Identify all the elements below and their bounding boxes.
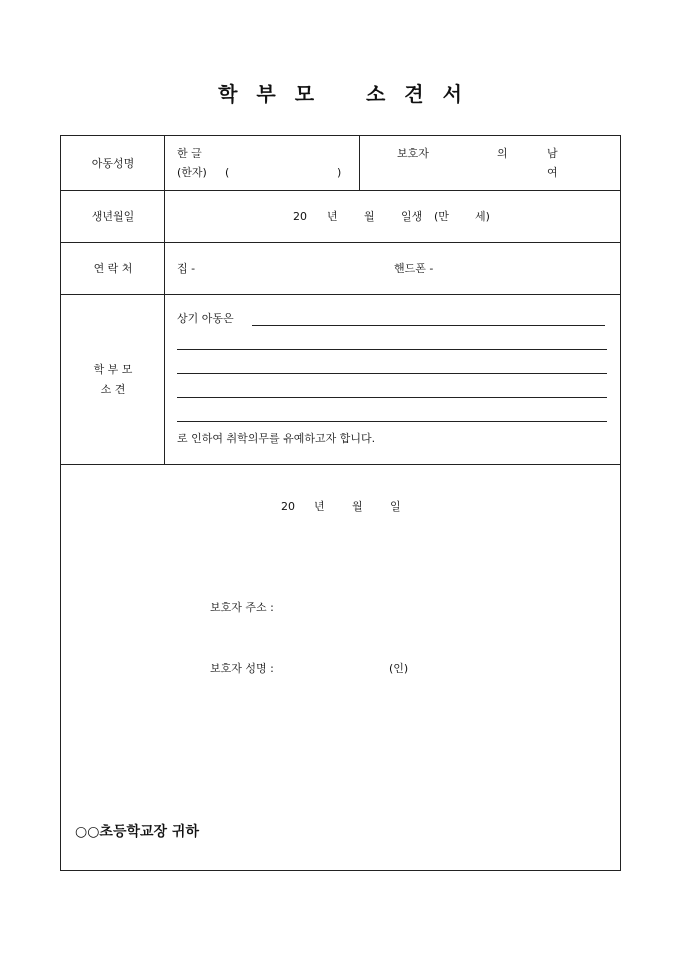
title-char: 학 [218,82,238,106]
gender-male-option[interactable]: 남 [547,147,558,160]
birth-year-unit: 년 [327,210,338,223]
title-char: 견 [404,82,424,106]
opinion-label-line2: 소 견 [100,383,126,396]
home-phone-field[interactable]: 집 - [177,262,196,275]
mobile-phone-field[interactable]: 핸드폰 - [394,262,434,275]
opinion-line[interactable] [177,349,607,350]
row-divider [61,464,620,465]
date-year-unit: 년 [314,500,325,513]
opinion-line[interactable] [252,325,605,326]
label-column-divider [164,136,165,464]
guardian-name-label: 보호자 성명 : [210,662,274,675]
title-char: 부 [256,82,276,106]
title-char: 모 [294,82,315,106]
name-korean-field[interactable]: 한 글 [177,147,202,160]
child-name-label: 아동성명 [91,157,135,170]
row-divider [61,190,620,191]
name-hanja-open[interactable]: ( [225,166,230,179]
opinion-line[interactable] [177,421,607,422]
date-year-prefix[interactable]: 20 [281,500,295,513]
recipient-line: ○○초등학교장 귀하 [75,824,199,840]
opinion-line[interactable] [177,397,607,398]
row-divider [61,242,620,243]
age-open: (만 [434,210,449,223]
contact-label: 연 락 처 [93,262,133,275]
birth-day-unit: 일생 [401,210,423,223]
date-month-unit: 월 [352,500,363,513]
birthdate-label: 생년월일 [91,210,135,223]
name-hanja-label: (한자) [177,166,207,179]
title-char: 서 [442,82,462,106]
gender-female-option[interactable]: 여 [547,166,558,179]
title-char: 소 [365,82,386,106]
form-table [60,135,621,871]
guardian-address-label: 보호자 주소 : [210,601,274,614]
document-title [0,78,680,107]
guardian-relation-label: 보호자 [397,147,429,160]
date-day-unit: 일 [390,500,401,513]
relation-suffix: 의 [497,147,508,160]
birth-month-unit: 월 [364,210,375,223]
opinion-label-line1: 학 부 모 [93,363,133,376]
name-hanja-close: ) [337,166,342,179]
birth-year-prefix[interactable]: 20 [293,210,307,223]
seal-mark: (인) [389,662,409,675]
opinion-intro: 상기 아동은 [177,312,234,325]
opinion-line[interactable] [177,373,607,374]
row-divider [61,294,620,295]
opinion-closing: 로 인하여 취학의무를 유예하고자 합니다. [177,432,376,445]
cell-divider [359,136,360,190]
age-close: 세) [475,210,490,223]
